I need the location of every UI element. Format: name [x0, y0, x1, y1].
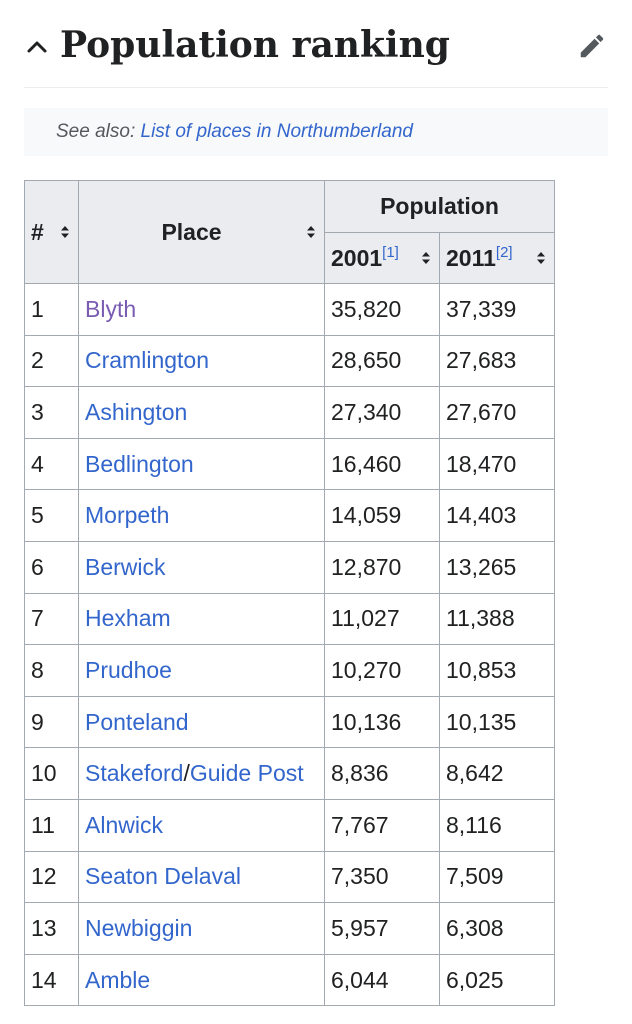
- table-row: [25, 799, 555, 851]
- table-row: [25, 851, 555, 903]
- table-row: [25, 438, 555, 490]
- place-cell: [79, 335, 325, 387]
- rank-cell: 7: [25, 593, 79, 645]
- population-2011-cell: 8,116: [440, 799, 555, 851]
- place-cell: [79, 593, 325, 645]
- population-2011-cell: 27,670: [440, 387, 555, 439]
- column-header-2001[interactable]: [325, 233, 440, 284]
- place-cell: [79, 748, 325, 800]
- rank-cell: 6: [25, 541, 79, 593]
- population-2011-cell: 13,265: [440, 541, 555, 593]
- place-cell: [79, 696, 325, 748]
- place-cell: [79, 954, 325, 1006]
- place-link[interactable]: Hexham: [85, 605, 171, 632]
- population-2001-cell: 10,136: [325, 696, 440, 748]
- place-link[interactable]: Guide Post: [189, 760, 304, 787]
- population-2001-cell: 6,044: [325, 954, 440, 1006]
- population-2001-cell: 27,340: [325, 387, 440, 439]
- chevron-up-icon[interactable]: [24, 34, 50, 60]
- population-2001-cell: 12,870: [325, 541, 440, 593]
- population-2001-cell: 7,767: [325, 799, 440, 851]
- place-link[interactable]: Berwick: [85, 553, 166, 580]
- rank-cell: 10: [25, 748, 79, 800]
- population-2011-cell: 11,388: [440, 593, 555, 645]
- hatnote-link[interactable]: List of places in Northumberland: [140, 121, 413, 142]
- table-row: [25, 541, 555, 593]
- table-row: [25, 284, 555, 336]
- population-2011-cell: 14,403: [440, 490, 555, 542]
- place-link[interactable]: Ashington: [85, 398, 188, 425]
- column-header-rank-label: #: [31, 218, 44, 245]
- population-2011-cell: 18,470: [440, 438, 555, 490]
- rank-cell: 3: [25, 387, 79, 439]
- rank-cell: 13: [25, 903, 79, 955]
- population-2011-cell: 10,853: [440, 645, 555, 697]
- population-2001-cell: 8,836: [325, 748, 440, 800]
- reference-1[interactable]: [1]: [382, 244, 399, 261]
- rank-cell: 14: [25, 954, 79, 1006]
- rank-cell: 1: [25, 284, 79, 336]
- rank-cell: 2: [25, 335, 79, 387]
- column-header-rank[interactable]: [25, 181, 79, 284]
- place-cell: [79, 284, 325, 336]
- table-row: [25, 593, 555, 645]
- place-cell: [79, 541, 325, 593]
- place-cell: [79, 645, 325, 697]
- place-link[interactable]: Morpeth: [85, 502, 170, 529]
- column-header-place-label: Place: [161, 218, 222, 245]
- table-row: [25, 387, 555, 439]
- table-row: [25, 903, 555, 955]
- table-row: [25, 335, 555, 387]
- place-cell: [79, 387, 325, 439]
- rank-cell: 8: [25, 645, 79, 697]
- population-2001-cell: 14,059: [325, 490, 440, 542]
- column-header-place[interactable]: [79, 181, 325, 284]
- rank-cell: 12: [25, 851, 79, 903]
- place-cell: [79, 799, 325, 851]
- pencil-icon: [577, 31, 607, 61]
- place-cell: [79, 438, 325, 490]
- table-row: [25, 645, 555, 697]
- population-2011-cell: 27,683: [440, 335, 555, 387]
- place-link[interactable]: Ponteland: [85, 708, 189, 735]
- hatnote-prefix: See also:: [56, 121, 141, 142]
- place-separator: /: [183, 760, 190, 787]
- population-2001-cell: 16,460: [325, 438, 440, 490]
- column-header-2011[interactable]: [440, 233, 555, 284]
- population-2001-cell: 28,650: [325, 335, 440, 387]
- population-2011-cell: 8,642: [440, 748, 555, 800]
- sort-arrows-icon: [306, 225, 316, 239]
- place-link[interactable]: Stakeford: [85, 760, 184, 787]
- table-body: [25, 284, 555, 1006]
- sort-arrows-icon: [421, 251, 431, 265]
- place-cell: [79, 903, 325, 955]
- population-2001-cell: 11,027: [325, 593, 440, 645]
- population-2011-cell: 6,308: [440, 903, 555, 955]
- population-2001-cell: 5,957: [325, 903, 440, 955]
- population-2011-cell: 10,135: [440, 696, 555, 748]
- place-link[interactable]: Amble: [85, 966, 151, 993]
- table-row: [25, 490, 555, 542]
- section-title: Population ranking: [60, 24, 450, 66]
- rank-cell: 9: [25, 696, 79, 748]
- population-2001-cell: 7,350: [325, 851, 440, 903]
- place-link[interactable]: Blyth: [85, 295, 137, 322]
- rank-cell: 4: [25, 438, 79, 490]
- reference-2[interactable]: [2]: [495, 244, 513, 261]
- place-link[interactable]: Newbiggin: [85, 914, 193, 941]
- population-2001-cell: 10,270: [325, 645, 440, 697]
- place-link[interactable]: Bedlington: [85, 450, 194, 477]
- hatnote: [24, 108, 608, 156]
- place-cell: [79, 851, 325, 903]
- column-group-population: [325, 181, 555, 233]
- place-link[interactable]: Seaton Delaval: [85, 863, 241, 890]
- place-link[interactable]: Prudhoe: [85, 656, 172, 683]
- population-2011-cell: 7,509: [440, 851, 555, 903]
- table-row: [25, 696, 555, 748]
- section-header[interactable]: [24, 18, 608, 88]
- sort-arrows-icon: [536, 251, 546, 265]
- rank-cell: 5: [25, 490, 79, 542]
- population-table: [24, 180, 555, 1006]
- place-cell: [79, 490, 325, 542]
- sort-arrows-icon: [60, 225, 70, 239]
- column-header-2001-label: 2001: [331, 245, 383, 271]
- column-header-2011-label: 2011: [446, 245, 496, 271]
- population-2011-cell: 37,339: [440, 284, 555, 336]
- table-row: [25, 748, 555, 800]
- edit-section-button[interactable]: [576, 30, 608, 62]
- column-group-population-label: Population: [380, 193, 499, 219]
- place-link[interactable]: Cramlington: [85, 347, 209, 374]
- rank-cell: 11: [25, 799, 79, 851]
- population-2001-cell: 35,820: [325, 284, 440, 336]
- population-2011-cell: 6,025: [440, 954, 555, 1006]
- table-row: [25, 954, 555, 1006]
- place-link[interactable]: Alnwick: [85, 811, 163, 838]
